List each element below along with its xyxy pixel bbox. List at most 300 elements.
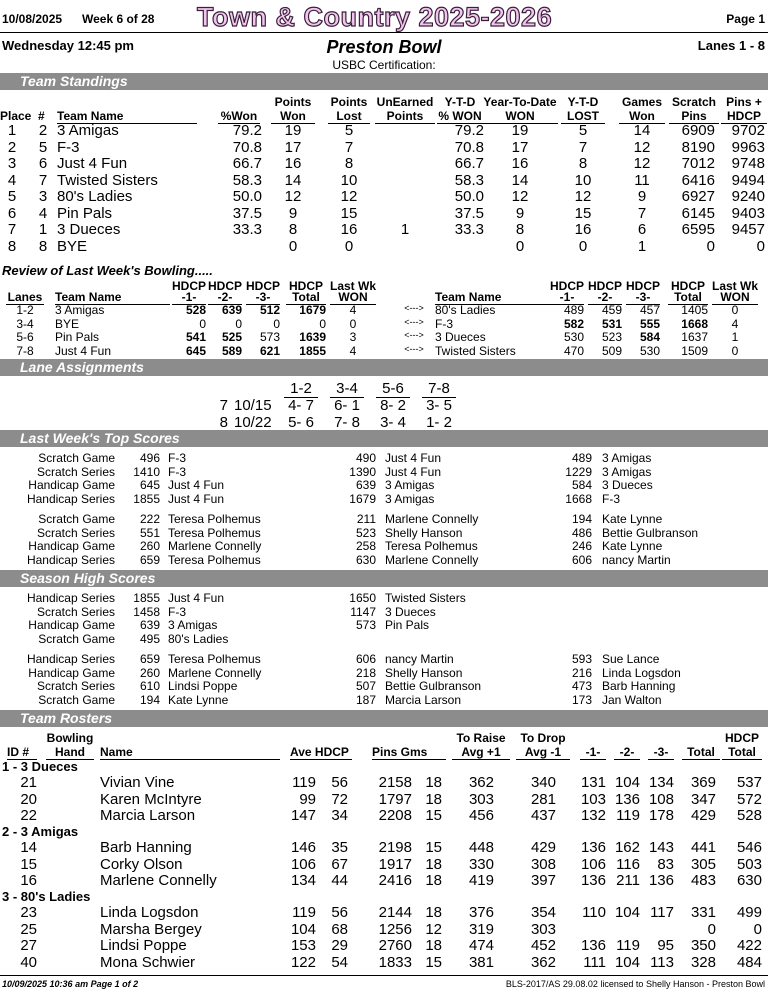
lane-match: 5- 6 [288,413,314,431]
standings-games: 12 [633,155,651,172]
col-ptslost-2: Lost [328,109,370,124]
lane-match: 6- 1 [334,397,360,414]
roster-cell: 376 [468,904,494,921]
lane-week: 8 [219,413,228,431]
score-name: 3 Amigas [168,618,218,632]
rv-lanes: 3-4 [16,316,34,331]
roster-cell: 83 [657,855,674,873]
rv-vs: <---> [404,303,424,313]
ro-col-raise: To Raise [456,731,506,745]
roster-cell: 15 [20,855,37,873]
score-category: Scratch Series [36,525,115,540]
rv-left-g3: 512 [259,303,280,317]
rv-left-g3: 573 [259,330,280,344]
score-category: Scratch Game [38,451,115,465]
standings-ytdlost: 5 [578,122,588,139]
roster-cell: 67 [331,855,348,873]
footer-license: BLS-2017/AS 29.08.02 licensed to Shelly Hanson - Preston Bowl [505,979,765,989]
rv-hdr-bot-2: -3- [626,290,660,305]
standings-ytdpct: 66.7 [454,155,484,172]
standings-place: 6 [7,204,17,222]
rv-right-o2: 509 [601,343,622,358]
roster-cell: Lindsi Poppe [100,937,187,954]
roster-cell: 117 [650,904,674,921]
roster-cell: 499 [736,904,762,921]
rv-hdr-bot-1: -2- [208,290,242,305]
standings-place: 3 [7,155,17,172]
roster-cell: 211 [616,872,640,889]
standings-pctwon: 33.3 [232,221,262,238]
standings-ytdwon: 12 [511,188,529,205]
standings-ytdlost: 16 [574,221,592,238]
roster-cell: 429 [530,839,556,856]
standings-ptswon: 12 [284,188,302,205]
bowling-center: Preston Bowl [326,37,442,57]
ro-col-pinsgms: Pins Gms [372,745,446,760]
roster-cell: 178 [648,807,674,824]
roster-cell: 305 [690,855,716,873]
standings-ytdpct: 50.0 [454,188,484,205]
roster-cell: 340 [530,774,556,791]
standings-ytdlost: 7 [578,138,588,156]
rv-hdr-bot-0: -1- [172,290,206,305]
score-value: 659 [139,652,160,666]
rv-hdr-bot-0: -1- [550,290,584,305]
standings-ytdpct: 33.3 [454,221,484,238]
rv-team2: F-3 [435,316,453,331]
roster-cell: 2158 [378,774,412,791]
roster-cell: 106 [580,855,606,873]
roster-cell: 1917 [378,855,412,873]
score-category: Handicap Game [28,478,115,492]
standings-team: 3 Dueces [57,221,121,238]
roster-cell: 22 [20,807,37,824]
roster-cell: 537 [736,774,762,791]
roster-cell: 147 [290,807,316,824]
rv-won: 3 [349,330,357,344]
score-name: Just 4 Fun [168,478,225,492]
standings-ytdwon: 17 [511,138,529,156]
roster-cell: Barb Hanning [100,839,192,856]
score-name: Kate Lynne [602,539,663,553]
roster-cell: 15 [425,953,442,971]
roster-cell: 2208 [378,807,412,824]
rv-left-g3: 0 [273,316,280,331]
standings-team: 80's Ladies [57,188,133,205]
roster-cell: 134 [648,774,674,791]
score-name: 3 Amigas [602,464,652,479]
roster-cell: 15 [425,807,442,824]
standings-pctwon: 79.2 [232,122,262,139]
score-value: 1410 [133,464,160,479]
standings-games: 1 [637,237,647,255]
score-value: 1390 [349,464,376,479]
standings-num: 5 [38,138,48,156]
roster-cell: Linda Logsdon [100,904,199,921]
col-hdcp: Pins + [726,95,762,109]
roster-cell: 104 [614,953,640,971]
standings-ptslost: 10 [340,171,358,189]
standings-pctwon: 37.5 [232,204,262,222]
rv-left-g3: 621 [259,343,280,358]
score-name: 80's Ladies [168,631,229,646]
rv-hdr-top-1: HDCP [208,279,243,293]
footer-print-info: 10/09/2025 10:36 am Page 1 of 2 [2,979,139,989]
roster-cell: 106 [290,855,316,873]
usbc-cert: USBC Certification: [332,58,436,72]
rv-right-o3: 457 [639,303,660,317]
standings-team: F-3 [57,138,80,156]
standings-games: 11 [634,171,650,189]
roster-cell: 503 [736,855,762,873]
roster-cell: 330 [468,855,494,873]
score-category: Handicap Series [26,491,115,506]
rv-left-tot: 1639 [299,330,326,344]
score-name: Linda Logsdon [602,665,681,680]
rv-right-o1: 470 [563,343,584,358]
score-name: Teresa Polhemus [168,525,261,540]
score-category: Handicap Series [26,591,115,605]
roster-cell: 452 [530,937,556,954]
ro-col-hand: Hand [46,745,94,760]
roster-cell: 2760 [378,937,412,954]
rv-right-otot: 1405 [681,303,708,317]
standings-place: 4 [7,171,17,189]
standings-ytdpct: 79.2 [454,122,484,139]
standings-team: Just 4 Fun [57,155,128,172]
roster-cell: 328 [690,953,716,971]
standings-ytdpct: 58.3 [454,171,484,189]
roster-cell: 40 [20,953,37,971]
score-value: 1855 [133,591,160,605]
score-value: 1458 [133,604,160,619]
roster-cell: 319 [468,920,494,938]
standings-place: 1 [7,122,17,139]
ro-col-name: Name [100,745,280,760]
standings-ptswon: 9 [288,204,298,222]
roster-cell: 2144 [378,904,412,921]
score-name: F-3 [168,604,186,619]
rv-left-g1: 0 [199,316,206,331]
standings-num: 6 [38,155,48,172]
roster-cell: 146 [290,839,316,856]
roster-team-name: 1 - 3 Dueces [2,759,78,774]
score-category: Scratch Game [38,512,115,526]
roster-cell: 0 [753,920,762,938]
standings-team: Pin Pals [57,204,113,222]
roster-team-name: 3 - 80's Ladies [2,889,91,904]
standings-ptslost: 0 [344,237,354,255]
col-scratch-2: Pins [669,109,719,124]
rv-lanes: 1-2 [16,303,34,317]
score-name: Marlene Connelly [168,665,262,680]
roster-cell: 18 [425,790,442,808]
roster-cell: 397 [530,872,556,889]
standings-ytdwon: 19 [511,122,529,139]
roster-cell: 419 [468,872,494,889]
rv-right-otot: 1509 [681,343,708,358]
standings-place: 7 [7,221,17,238]
roster-cell: 448 [468,839,494,856]
roster-cell: 72 [331,790,348,808]
standings-ptslost: 12 [340,188,358,205]
score-name: Just 4 Fun [168,591,225,605]
lane-pair: 5-6 [376,380,410,398]
score-name: Teresa Polhemus [385,539,478,553]
standings-games: 14 [633,122,651,139]
rv-left-g1: 645 [185,343,206,358]
ro-col-avehdcp: Ave HDCP [290,745,352,760]
score-category: Handicap Game [28,665,115,680]
roster-cell: 281 [530,790,556,808]
standings-scratch: 6927 [681,188,715,205]
rv-left-tot: 1679 [299,303,326,317]
score-name: Just 4 Fun [168,491,225,506]
roster-cell: Marsha Bergey [100,920,202,938]
standings-team: Twisted Sisters [57,171,158,189]
col-ytdwon-2: WON [482,109,558,124]
roster-cell: 546 [736,839,762,856]
roster-cell: 303 [530,920,556,938]
standings-games: 12 [633,138,651,156]
roster-cell: 362 [530,953,556,971]
score-name: Teresa Polhemus [168,652,261,666]
roster-cell: 308 [530,855,556,873]
col-ptswon-2: Won [271,109,315,124]
roster-cell: 484 [736,953,762,971]
score-value: 1855 [133,491,160,506]
rv-right-o3: 584 [639,330,660,344]
ro-col-g2: -2- [614,745,640,760]
standings-scratch: 8190 [681,138,715,156]
roster-cell: 474 [468,937,494,954]
section-title: Team Standings [20,73,128,89]
standings-ptswon: 14 [284,171,302,189]
col-ytdwon: Year-To-Date [483,95,557,109]
standings-team: 3 Amigas [57,122,119,139]
lane-pair: 7-8 [422,380,456,398]
col-ytdlost-2: LOST [561,109,605,124]
col-ytdpct: Y-T-D [444,95,476,109]
rv-hdr-bot-3: Total [668,290,708,305]
roster-cell: 136 [580,839,606,856]
standings-num: 3 [38,188,48,205]
roster-cell: 422 [736,937,762,954]
roster-cell: 119 [616,937,640,954]
score-value: 606 [571,552,592,567]
score-value: 490 [355,451,376,465]
score-value: 606 [355,652,376,666]
rv-team2: 3 Dueces [435,330,486,344]
score-name: Sue Lance [602,652,660,666]
standings-scratch: 6909 [681,122,715,139]
roster-cell: 18 [425,774,442,791]
rv-hdr-top-3: HDCP [288,279,323,293]
lane-pair: 3-4 [330,380,364,398]
col-ytdlost: Y-T-D [567,95,599,109]
rv-right-o3: 555 [639,316,660,331]
rv-vs: <---> [404,316,424,327]
roster-cell: 0 [707,920,716,938]
roster-cell: 16 [20,872,37,889]
rv-owon: 0 [731,343,739,358]
rv-right-otot: 1668 [681,316,708,331]
score-name: Just 4 Fun [385,451,442,465]
col-place: Place [0,109,32,123]
score-category: Handicap Series [26,652,115,666]
roster-cell: 347 [690,790,716,808]
ro-col-hdcp-2: Total [722,745,762,760]
rv-owon: 4 [731,316,739,331]
standings-pctwon: 70.8 [232,138,262,156]
score-name: Marlene Connelly [385,552,479,567]
score-name: 3 Dueces [602,478,653,492]
rv-won: 0 [349,316,357,331]
standings-games: 7 [637,204,647,222]
roster-cell: 44 [331,872,348,889]
rv-hdr-bot-2: -3- [246,290,280,305]
lane-pair: 1-2 [284,380,318,398]
lane-match: 7- 8 [334,413,360,431]
standings-hdcp: 9494 [731,171,765,189]
roster-cell: Vivian Vine [100,774,175,791]
rv-hdr-top-0: HDCP [550,279,585,293]
standings-ytdlost: 0 [578,237,588,255]
score-name: Just 4 Fun [385,464,442,479]
rv-left-g2: 525 [221,330,242,344]
ro-col-drop-2: Avg -1 [516,745,570,760]
score-value: 246 [571,539,592,553]
standings-scratch: 6595 [681,221,715,238]
lane-date: 10/15 [234,397,272,414]
roster-cell: 34 [331,807,348,824]
score-value: 473 [571,679,592,693]
score-name: Bettie Gulbranson [602,525,699,540]
rv-owon: 1 [731,330,739,344]
section-bar-lanes [0,359,768,376]
roster-cell: 21 [20,774,37,791]
rv-col-team: Team Name [55,290,170,305]
rv-left-g2: 639 [221,303,242,317]
rv-col-lanes: Lanes [7,290,43,304]
standings-ptslost: 8 [344,155,354,172]
roster-cell: 483 [690,872,716,889]
roster-cell: 111 [583,953,606,971]
score-name: Marlene Connelly [385,512,479,526]
roster-cell: 630 [736,872,762,889]
score-value: 187 [355,692,376,707]
roster-cell: Mona Schwier [100,953,196,971]
roster-cell: 2416 [378,872,412,889]
roster-cell: 381 [468,953,494,971]
score-name: F-3 [168,464,186,479]
score-value: 489 [571,451,592,465]
score-value: 573 [355,618,376,632]
standings-num: 4 [38,204,48,222]
roster-cell: 116 [616,855,640,873]
roster-cell: 572 [736,790,762,808]
lanes-range: Lanes 1 - 8 [697,38,765,53]
score-value: 584 [571,478,592,492]
standings-ytdpct: 37.5 [454,204,484,222]
score-value: 1147 [350,604,376,619]
ro-col-hdcp: HDCP [724,731,759,745]
standings-place: 2 [7,138,17,156]
score-value: 639 [355,478,376,492]
rv-left-g1: 528 [185,303,206,317]
col-games: Games [621,95,663,109]
rv-team1: 3 Amigas [55,303,105,317]
roster-cell: 14 [20,839,37,856]
roster-cell: 119 [292,774,316,791]
roster-cell: 56 [331,904,348,921]
rv-left-g2: 589 [221,343,242,358]
score-name: Twisted Sisters [385,591,466,605]
score-name: 3 Amigas [602,451,652,465]
standings-ptswon: 0 [288,237,298,255]
roster-cell: 429 [690,807,716,824]
section-bar-rosters [0,710,768,727]
roster-cell: 134 [290,872,316,889]
score-category: Handicap Series [26,552,115,567]
roster-cell: 1256 [378,920,412,938]
roster-cell: 95 [657,937,674,954]
page-label: Page 1 [726,12,765,26]
rv-hdr-bot-3: Total [286,290,326,305]
standings-ptslost: 15 [340,204,358,222]
ro-col-raise-2: Avg +1 [452,745,510,760]
score-name: Kate Lynne [168,692,229,707]
roster-cell: 104 [614,904,640,921]
score-value: 507 [355,679,376,693]
roster-cell: 136 [648,872,674,889]
rv-hdr-bot-4: WON [330,290,376,305]
standings-pctwon: 58.3 [232,171,262,189]
roster-cell: 369 [690,774,716,791]
roster-cell: Marlene Connelly [100,872,217,889]
roster-cell: 119 [292,904,316,921]
col-ptslost: Points [330,95,368,109]
score-value: 218 [355,665,376,680]
rv-right-otot: 1637 [681,330,708,344]
rv-team2: Twisted Sisters [435,343,516,358]
col-ptswon: Points [274,95,312,109]
ro-col-g3: -3- [648,745,674,760]
standings-ytdlost: 12 [574,188,592,205]
standings-pctwon: 66.7 [232,155,262,172]
standings-pctwon: 50.0 [232,188,262,205]
score-value: 173 [571,692,592,707]
standings-ytdlost: 10 [574,171,592,189]
rv-hdr-top-2: HDCP [246,279,281,293]
roster-cell: 12 [425,920,442,938]
score-value: 1650 [349,591,376,605]
day-time: Wednesday 12:45 pm [2,38,134,53]
score-name: 3 Amigas [385,491,435,506]
standings-ptswon: 19 [284,122,302,139]
score-value: 194 [571,512,592,526]
score-value: 593 [571,652,592,666]
standings-ytdlost: 8 [578,155,588,172]
standings-scratch: 0 [706,237,715,255]
week-label: Week 6 of 28 [82,12,155,26]
score-value: 222 [139,512,160,526]
score-name: F-3 [602,491,620,506]
section-bar-standings [0,73,768,90]
score-name: Marcia Larson [385,692,462,707]
score-value: 211 [356,512,376,526]
roster-cell: 2198 [378,839,412,856]
